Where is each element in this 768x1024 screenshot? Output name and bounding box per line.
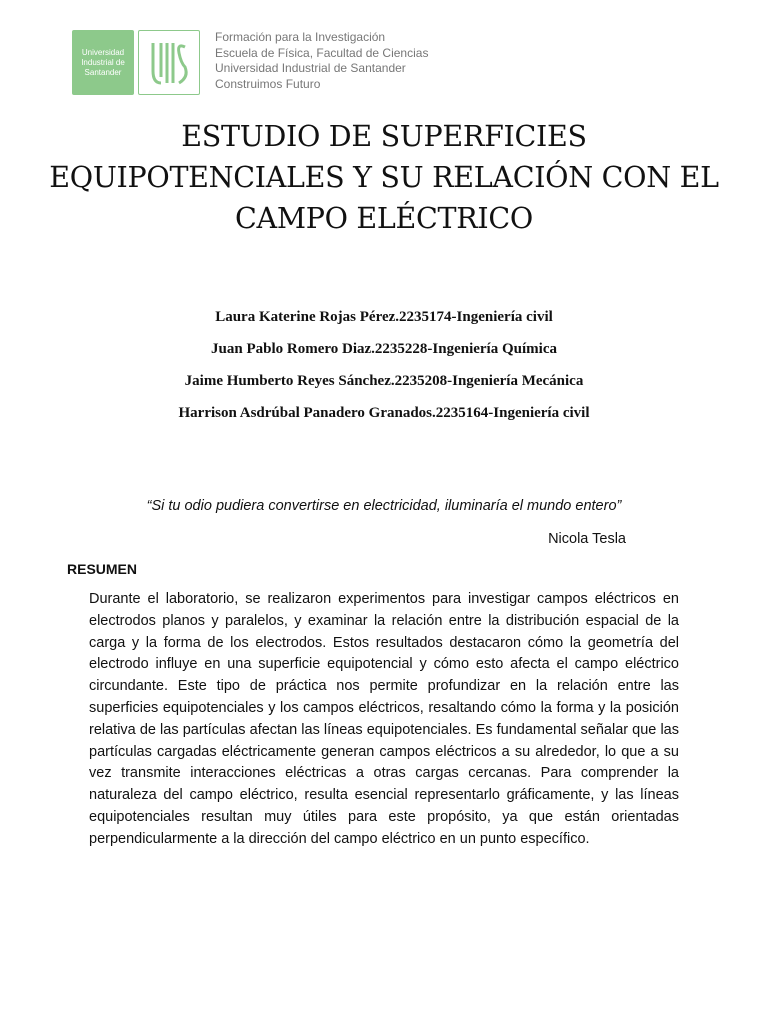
abstract-body: Durante el laboratorio, se realizaron experimentos para investigar campos eléctricos en electrodos planos y paralelos, y examinar la relación entre la distribución espacial de la carga y la forma de los electrodos. Estos resultados destacaron cómo la geometría del electrodo influye en una superficie equipotencial y cómo esto afecta el campo eléctrico circundante. Este tipo de práctica nos permite profundizar en la relación entre las superficies equipotenciales y los campos eléctricos, resaltando cómo la forma y la posición relativa de las partículas afectan las líneas equipotenciales. Es fundamental señalar que las partículas cargadas eléctricamente generan campos eléctricos a su alrededor, lo que a su vez transmite interacciones eléctricas a otras cargas cercanas. Para comprender la naturaleza del campo eléctrico, resulta esencial representarlo gráficamente, y las líneas equipotenciales resultan muy útiles para este propósito, ya que están orientadas perpendicularmente a la dirección del campo eléctrico en un punto específico. (89, 591, 679, 847)
author-line: Harrison Asdrúbal Panadero Granados.2235164-Ingeniería civil (178, 405, 590, 421)
university-logo (72, 30, 134, 95)
epigraph-author: Nicola Tesla (548, 531, 626, 547)
authors-list (40, 306, 728, 434)
title-line: ESTUDIO DE SUPERFICIES (181, 120, 587, 153)
university-logo-text: Universidad Industrial de Santander (81, 47, 125, 77)
institution-header (215, 30, 428, 92)
author-line: Laura Katerine Rojas Pérez.2235174-Ingeniería civil (215, 309, 553, 325)
author-line: Jaime Humberto Reyes Sánchez.2235208-Ingeniería Mecánica (184, 373, 584, 389)
document-title (40, 116, 728, 239)
title-line: EQUIPOTENCIALES Y SU RELACIÓN CON EL (49, 161, 719, 194)
title-line: CAMPO ELÉCTRICO (235, 202, 533, 235)
header-line: Universidad Industrial de Santander (215, 61, 406, 75)
author-line: Juan Pablo Romero Diaz.2235228-Ingeniería Química (211, 341, 557, 357)
epigraph-quote: “Si tu odio pudiera convertirse en electricidad, iluminaría el mundo entero” (146, 498, 622, 514)
uis-monogram-icon (147, 37, 191, 89)
header-line: Formación para la Investigación (215, 30, 386, 44)
abstract-heading: RESUMEN (67, 561, 138, 577)
header-line: Escuela de Física, Facultad de Ciencias (215, 45, 429, 60)
uis-logo-icon (138, 30, 200, 95)
header-line: Construimos Futuro (215, 76, 321, 91)
